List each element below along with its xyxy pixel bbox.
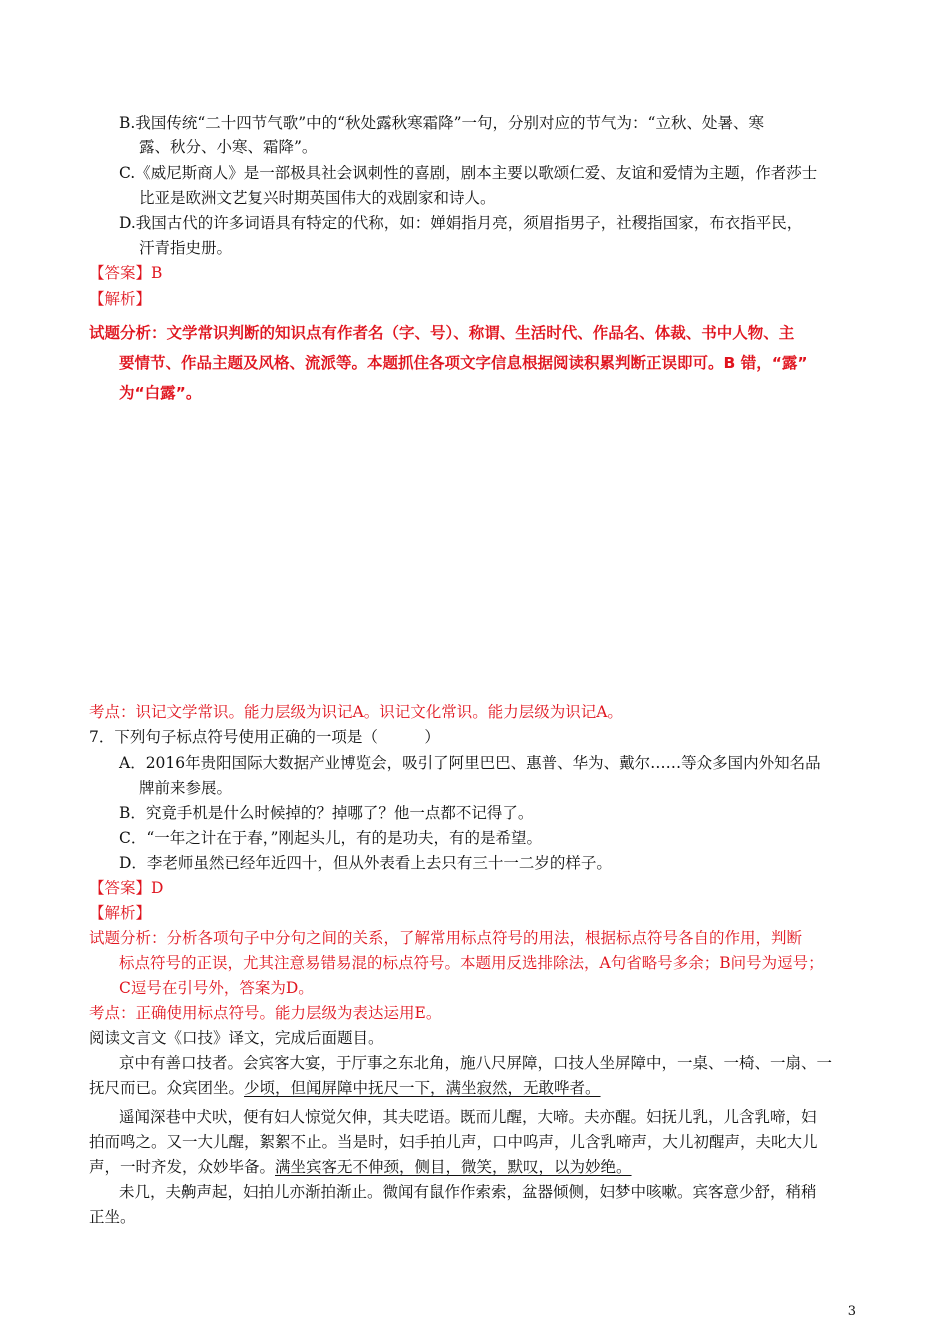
- q7-option-c: C．“一年之计在于春，”刚起头儿，有的是功夫，有的是希望。: [119, 829, 542, 847]
- q7-analysis-label: 【解析】: [89, 904, 152, 922]
- option-b-line2: 露、秋分、小寒、霜降”。: [139, 138, 318, 156]
- q7-option-d: D．李老师虽然已经年近四十，但从外表看上去只有三十一二岁的样子。: [119, 854, 612, 872]
- reading-p2-line2: 拍而鸣之。又一大儿醒，絮絮不止。当是时，妇手拍儿声，口中呜声，儿含乳啼声，大儿初醒声，夫叱大儿: [89, 1133, 818, 1151]
- reading-p3-line2: 正坐。: [89, 1208, 136, 1226]
- q6-analysis-label: 【解析】: [89, 290, 152, 308]
- q6-analysis-line2: 要情节、作品主题及风格、流派等。本题抓住各项文字信息根据阅读积累判断正误即可。B 错，“露”: [119, 354, 808, 372]
- q7-kaodian: 考点：正确使用标点符号。能力层级为表达运用E。: [89, 1004, 442, 1022]
- reading-p2-plain: 声，一时齐发，众妙毕备。: [89, 1158, 276, 1176]
- q7-answer: 【答案】D: [89, 879, 164, 897]
- reading-p2-line1: 遥闻深巷中犬吠，便有妇人惊觉欠伸，其夫呓语。既而儿醒，大啼。夫亦醒。妇抚儿乳，儿含乳啼，妇: [119, 1108, 817, 1126]
- option-b-line1: B.我国传统“二十四节气歌”中的“秋处露秋寒霜降”一句，分别对应的节气为：“立秋、处暑、寒: [119, 114, 764, 132]
- reading-p1-plain: 抚尺而已。众宾团坐。: [89, 1079, 245, 1097]
- reading-p2-underlined: 满坐宾客无不伸颈，侧目，微笑，默叹，以为妙绝。: [275, 1158, 632, 1176]
- page-number: 3: [847, 1304, 856, 1319]
- q7-question: 7．下列句子标点符号使用正确的一项是（ ）: [89, 728, 440, 746]
- q6-analysis-line1: 试题分析：文学常识判断的知识点有作者名（字、号）、称谓、生活时代、作品名、体裁、书中人物、主: [89, 324, 795, 342]
- q6-kaodian: 考点：识记文学常识。能力层级为识记A。识记文化常识。能力层级为识记A。: [89, 703, 623, 721]
- option-d-line2: 汗青指史册。: [139, 239, 233, 257]
- option-d-line1: D.我国古代的许多词语具有特定的代称，如：婵娟指月亮，须眉指男子，社稷指国家，布衣指平民，: [119, 214, 803, 232]
- q7-analysis-line1: 试题分析：分析各项句子中分句之间的关系，了解常用标点符号的用法，根据标点符号各自的作用，判断: [89, 929, 803, 947]
- reading-p2-line3: [89, 1156, 632, 1178]
- reading-p1-line1: 京中有善口技者。会宾客大宴，于厅事之东北角，施八尺屏障，口技人坐屏障中，一桌、一椅、一扇、一: [119, 1054, 833, 1072]
- option-c-line2: 比亚是欧洲文艺复兴时期英国伟大的戏剧家和诗人。: [139, 189, 496, 207]
- q6-answer: 【答案】B: [89, 264, 163, 282]
- option-c-line1: C.《威尼斯商人》是一部极具社会讽刺性的喜剧，剧本主要以歌颂仁爱、友谊和爱情为主题，作者莎士: [119, 164, 818, 182]
- q7-analysis-line3: C逗号在引号外，答案为D。: [119, 979, 314, 997]
- reading-p3-line1: 未几，夫齁声起，妇拍儿亦渐拍渐止。微闻有鼠作作索索，盆器倾侧，妇梦中咳嗽。宾客意少舒，稍稍: [119, 1183, 817, 1201]
- q7-option-a-line2: 牌前来参展。: [139, 779, 233, 797]
- q7-analysis-line2: 标点符号的正误，尤其注意易错易混的标点符号。本题用反选排除法，A句省略号多余；B问号为逗号；: [119, 954, 824, 972]
- reading-p1-underlined: 少顷，但闻屏障中抚尺一下，满坐寂然，无敢哗者。: [244, 1079, 601, 1097]
- reading-intro: 阅读文言文《口技》译文，完成后面题目。: [89, 1029, 384, 1047]
- q7-option-b: B．究竟手机是什么时候掉的？掉哪了？他一点都不记得了。: [119, 804, 534, 822]
- q7-option-a-line1: A．2016年贵阳国际大数据产业博览会，吸引了阿里巴巴、惠普、华为、戴尔……等众多国内外知名品: [119, 754, 821, 772]
- q6-analysis-line3: 为“白露”。: [119, 384, 202, 402]
- reading-p1-line2: [89, 1077, 601, 1099]
